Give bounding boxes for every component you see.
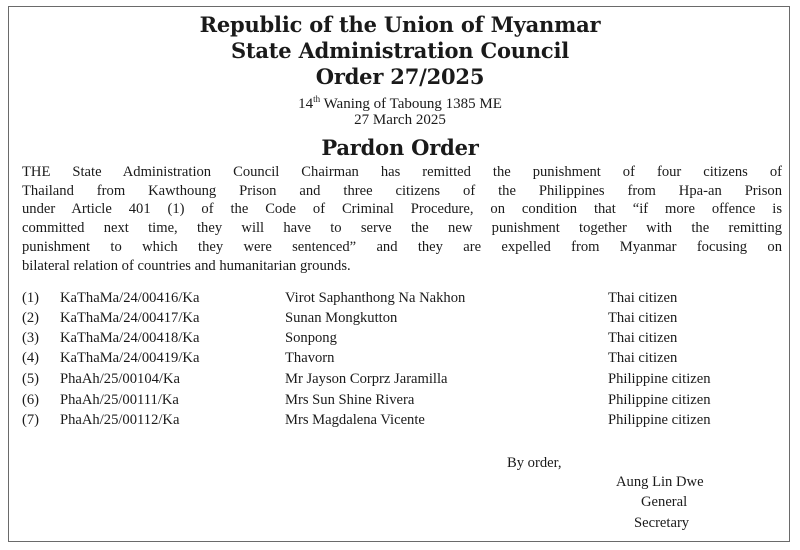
person-name: Mr Jayson Corprz Jaramilla [285,371,448,387]
case-number: PhaAh/25/00104/Ka [60,371,180,387]
case-number: PhaAh/25/00111/Ka [60,392,179,408]
item-number: (6) [22,392,40,408]
person-name: Thavorn [285,350,335,366]
list-item [0,412,800,432]
case-number: KaThaMa/24/00417/Ka [60,310,200,326]
body-line: committed next time, they will have to serve the new punishment together with the remitting [22,220,782,237]
person-name: Mrs Sun Shine Rivera [285,392,415,408]
case-number: KaThaMa/24/00416/Ka [60,290,200,306]
by-order-label: By order, [507,455,562,471]
body-line: under Article 401 (1) of the Code of Criminal Procedure, on condition that “if more offence is [22,201,782,218]
citizenship: Philippine citizen [608,392,711,408]
list-item [0,392,800,412]
country-heading: Republic of the Union of Myanmar [199,12,601,37]
signatory-title: Secretary [634,515,690,531]
list-item [0,371,800,391]
order-body [22,163,782,275]
body-line: Thailand from Kawthoung Prison and three citizens of the Philippines from Hpa-an Prison [22,182,782,199]
item-number: (3) [22,330,40,346]
item-number: (5) [22,371,40,387]
lunar-date: 14th Waning of Taboung 1385 ME [298,94,502,112]
item-number: (2) [22,310,40,326]
list-item [0,350,800,370]
list-item [0,330,800,350]
gregorian-date: 27 March 2025 [354,112,446,128]
case-number: KaThaMa/24/00419/Ka [60,350,200,366]
case-number: PhaAh/25/00112/Ka [60,412,180,428]
citizenship: Thai citizen [608,310,678,326]
person-name: Virot Saphanthong Na Nakhon [285,290,466,306]
item-number: (7) [22,412,40,428]
case-number: KaThaMa/24/00418/Ka [60,330,200,346]
citizenship: Philippine citizen [608,371,711,387]
body-line: bilateral relation of countries and humanitarian grounds. [22,257,351,274]
citizenship: Thai citizen [608,290,678,306]
list-item [0,290,800,310]
document-title: Pardon Order [321,135,479,160]
signatory-name: Aung Lin Dwe [616,474,704,490]
citizenship: Philippine citizen [608,412,711,428]
body-line: punishment to which they were sentenced” and they are expelled from Myanmar focusing on [22,238,782,255]
citizenship: Thai citizen [608,330,678,346]
person-name: Mrs Magdalena Vicente [285,412,425,428]
citizenship: Thai citizen [608,350,678,366]
signatory-title: General [641,494,688,510]
body-line: THE State Administration Council Chairman has remitted the punishment of four citizens of [22,164,782,180]
item-number: (4) [22,350,40,366]
council-heading: State Administration Council [230,38,570,63]
list-item [0,310,800,330]
person-name: Sunan Mongkutton [285,310,398,326]
person-name: Sonpong [285,330,337,346]
order-number: Order 27/2025 [315,64,485,89]
item-number: (1) [22,290,40,306]
